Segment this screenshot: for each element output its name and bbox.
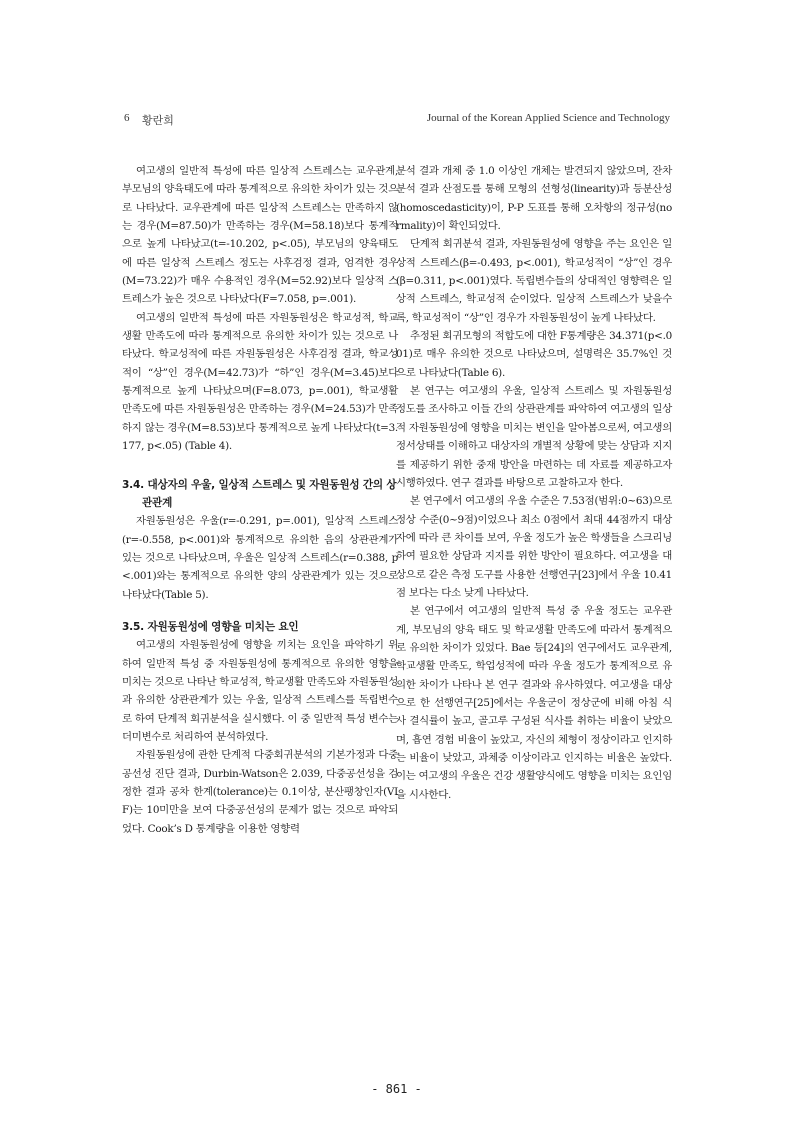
paragraph-assumptions-continued: 분석 결과 개체 중 1.0 이상인 개체는 발견되지 않았으며, 잔차 분석 결과 산점도를 통해 모형의 선형성(linearity)과 등분산성(homoscedasticity)이, P-P 도표를 통해 오차항의 정규성(normality)이 확인되었다. (396, 165, 672, 233)
right-column (396, 162, 672, 804)
paragraph-depression-level: 본 연구에서 여고생의 우울 수준은 7.53점(범위:0~63)으로 정상 수준(0~9점)이었으나 최소 0점에서 최대 44점까지 대상자에 따라 큰 차이를 보여, 우울 정도가 높은 학생들을 스크리닝하여 필요한 상담과 지지를 위한 방안이 필요하다. 여고생을 대상으로 같은 측정 도구를 사용한 선행연구[23]에서 우울 10.41점 보다는 다소 낮게 나타났다. (396, 495, 672, 599)
running-header (124, 112, 670, 128)
left-column (122, 162, 398, 838)
paragraph-daily-stress-characteristics: 여고생의 일반적 특성에 따른 일상적 스트레스는 교우관계, 부모님의 양육태도에 따라 통계적으로 유의한 차이가 있는 것으로 나타났다. 교우관계에 따른 일상적 스트레스는 만족하지 않는 경우(M=87.50)가 만족하는 경우(M=58.18)보다 통계적으로 높게 나타났고(t=-10.202, p<.05), 부모님의 양육태도에 따른 일상적 스트레스 정도는 사후검정 결과, 엄격한 경우(M=73.22)가 매우 수용적인 경우(M=52.92)보다 일상적 스트레스가 높은 것으로 나타났다(F=7.058, p=.001). (122, 165, 398, 306)
paragraph-regression-assumptions: 자원동원성에 관한 단계적 다중회귀분석의 기본가정과 다중공선성 진단 결과, Durbin-Watson은 2.039, 다중공선성을 검정한 결과 공차 한계(tolerance)는 0.1이상, 분산팽창인자(VIF)는 10미만을 보여 다중공선성의 문제가 없는 것으로 파악되었다. Cook’s D 통계량을 이용한 영향력 (122, 749, 398, 835)
paragraph-model-fit: 추정된 회귀모형의 적합도에 대한 F통계량은 34.371(p<.001)로 매우 유의한 것으로 나타났으며, 설명력은 35.7%인 것으로 나타났다(Table 6). (396, 330, 672, 379)
header-journal-title: Journal of the Korean Applied Science and Technology (426, 112, 670, 124)
paragraph-depression-characteristics: 본 연구에서 여고생의 일반적 특성 중 우울 정도는 교우관계, 부모님의 양육 태도 및 학교생활 만족도에 따라서 통계적으로 유의한 차이가 있었다. Bae 등[24]의 연구에서도 교우관계, 학교생활 만족도, 학업성적에 따라 우울 정도가 통계적으로 유의한 차이가 나타나 본 연구 결과와 유사하였다. 여고생을 대상으로 한 선행연구[25]에서는 우울군이 정상군에 비해 아침 식사 결식률이 높고, 골고루 구성된 식사를 취하는 비율이 낮았으며, 흡연 경험 비율이 높았고, 자신의 체형이 정상이라고 인지하는 비율이 낮았고, 과체중 이상이라고 인지하는 비율은 높았다. 이는 여고생의 우울은 건강 생활양식에도 영향을 미치는 요인임을 시사한다. (396, 605, 672, 801)
paragraph-correlation: 자원동원성은 우울(r=-0.291, p=.001), 일상적 스트레스(r=-0.558, p<.001)와 통계적으로 유의한 음의 상관관계가 있는 것으로 나타났으며, 우울은 일상적 스트레스(r=0.388, p<.001)와는 통계적으로 유의한 양의 상관관계가 있는 것으로 나타났다(Table 5). (122, 515, 398, 601)
paragraph-factors-method: 여고생의 자원동원성에 영향을 끼치는 요인을 파악하기 위하여 일반적 특성 중 자원동원성에 통계적으로 유의한 영향을 미치는 것으로 나타난 학교성적, 학교생활 만족도와 자원동원성과 유의한 상관관계가 있는 우울, 일상적 스트레스를 독립변수로 하여 단계적 회귀분석을 실시했다. 이 중 일반적 특성 변수는 더미변수로 처리하여 분석하였다. (122, 639, 398, 743)
section-heading-3-5: 3.5. 자원동원성에 영향을 미치는 요인 (122, 620, 299, 633)
paragraph-regression-results: 단계적 회귀분석 결과, 자원동원성에 영향을 주는 요인은 일상적 스트레스(β=-0.493, p<.001), 학교성적이 “상”인 경우(β=0.311, p<.001)였다. 독립변수들의 상대적인 영향력은 일상적 스트레스, 학교성적 순이었다. 일상적 스트레스가 낮을수록, 학교성적이 “상”인 경우가 자원동원성이 높게 나타났다. (396, 238, 672, 324)
header-author: 황란희 (142, 115, 174, 127)
page-footer-number: - 861 - (371, 1082, 422, 1096)
paragraph-discussion-intro: 본 연구는 여고생의 우울, 일상적 스트레스 및 자원동원성 정도를 조사하고 이들 간의 상관관계를 파악하여 여고생의 일상적 자원동원성에 영향을 미치는 변인을 알아봄으로써, 여고생의 정서상태를 이해하고 대상자의 개별적 상황에 맞는 상담과 지지를 제공하기 위한 중재 방안을 마련하는 데 자료를 제공하고자 시행하였다. 연구 결과를 바탕으로 고찰하고자 한다. (396, 385, 672, 489)
paragraph-resourcefulness-characteristics: 여고생의 일반적 특성에 따른 자원동원성은 학교성적, 학교생활 만족도에 따라 통계적으로 유의한 차이가 있는 것으로 나타났다. 학교성적에 따른 자원동원성은 사후검정 결과, 학교성적이 “상”인 경우(M=42.73)가 “하”인 경우(M=3.45)보다 통계적으로 높게 나타났으며(F=8.073, p=.001), 학교생활 만족도에 따른 자원동원성은 만족하는 경우(M=24.53)가 만족하지 않는 경우(M=8.53)보다 통계적으로 높게 나타났다(t=3.177, p<.05) (Table 4). (122, 311, 398, 453)
header-page-number: 6 (124, 112, 130, 124)
section-heading-3-4: 3.4. 대상자의 우울, 일상적 스트레스 및 자원동원성 간의 상관관계 (122, 478, 397, 509)
